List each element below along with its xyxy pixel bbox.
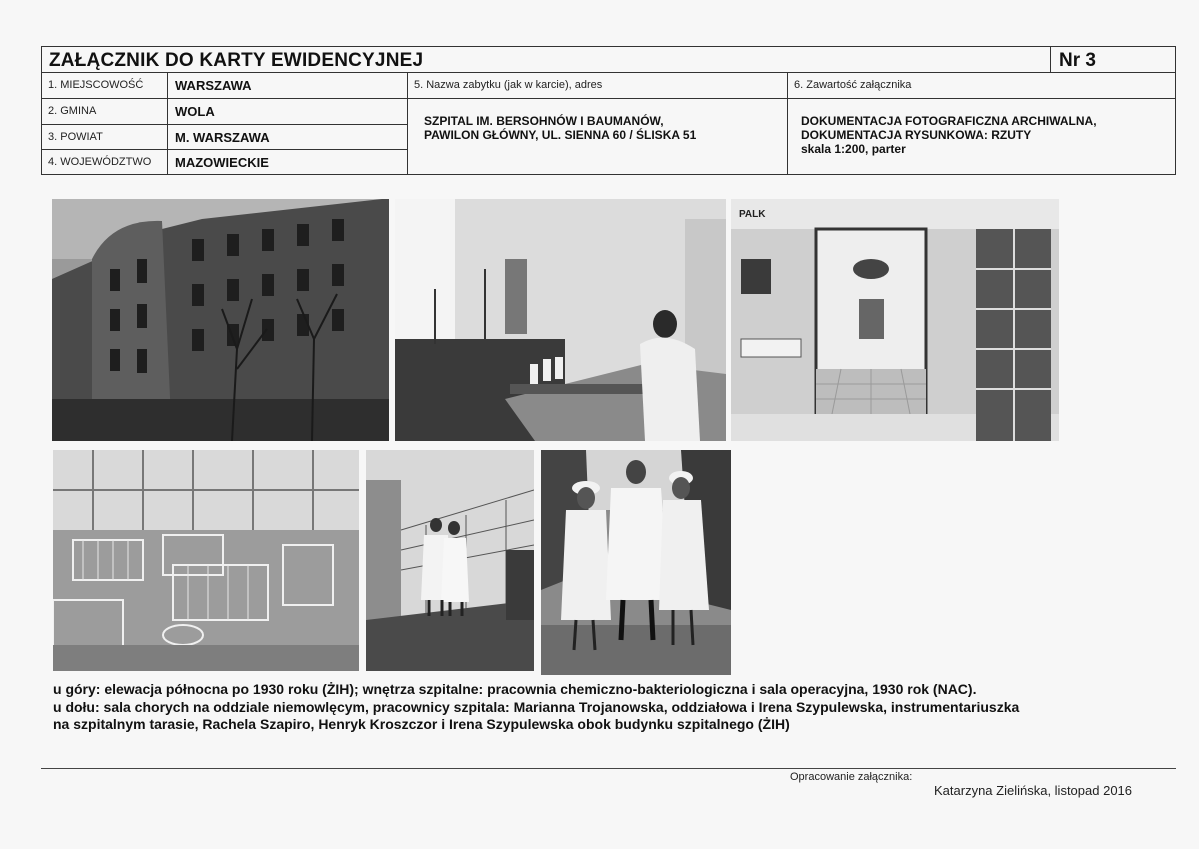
gmina-label: 2. GMINA bbox=[42, 99, 168, 125]
header-table bbox=[41, 46, 1176, 175]
wojewodztwo-value: MAZOWIECKIE bbox=[168, 150, 408, 174]
photo-laboratory bbox=[395, 199, 726, 441]
photo-north-facade bbox=[52, 199, 389, 441]
photo-terrace-nurses bbox=[366, 450, 534, 671]
photo-staff-group bbox=[541, 450, 731, 675]
caption-line-3: na szpitalnym tarasie, Rachela Szapiro, Henryk Kroszczor i Irena Szypulewska obok budynku szpitalnego (ŻIH) bbox=[53, 716, 790, 732]
photo-operating-room bbox=[731, 199, 1059, 441]
gmina-value: WOLA bbox=[168, 99, 408, 125]
photo-caption bbox=[53, 681, 1113, 734]
zawartosc-value-line3: skala 1:200, parter bbox=[801, 142, 906, 156]
attachment-number: Nr 3 bbox=[1051, 47, 1175, 73]
miejscowosc-label: 1. MIEJSCOWOŚĆ bbox=[42, 73, 168, 99]
zawartosc-value-line1: DOKUMENTACJA FOTOGRAFICZNA ARCHIWALNA, bbox=[801, 114, 1097, 128]
operating-room-sign: PALK bbox=[739, 209, 766, 220]
zawartosc-value bbox=[788, 99, 1175, 174]
prepared-by-author: Katarzyna Zielińska, listopad 2016 bbox=[934, 783, 1133, 798]
footer-divider bbox=[41, 768, 1176, 769]
photo-infant-ward bbox=[53, 450, 359, 671]
nazwa-value-line2: PAWILON GŁÓWNY, UL. SIENNA 60 / ŚLISKA 51 bbox=[424, 128, 697, 142]
miejscowosc-value: WARSZAWA bbox=[168, 73, 408, 99]
wojewodztwo-label: 4. WOJEWÓDZTWO bbox=[42, 150, 168, 174]
document-title: ZAŁĄCZNIK DO KARTY EWIDENCYJNEJ bbox=[42, 47, 1051, 73]
prepared-by-label: Opracowanie załącznika: bbox=[790, 771, 913, 783]
caption-line-2: u dołu: sala chorych na oddziale niemowlęcym, pracownicy szpitala: Marianna Trojanowska, oddziałowa i Irena Szypulewska, instrumentariuszka bbox=[53, 698, 1020, 715]
powiat-label: 3. POWIAT bbox=[42, 125, 168, 150]
nazwa-label: 5. Nazwa zabytku (jak w karcie), adres bbox=[408, 73, 788, 99]
powiat-value: M. WARSZAWA bbox=[168, 125, 408, 150]
nazwa-value bbox=[408, 99, 788, 174]
zawartosc-value-line2: DOKUMENTACJA RYSUNKOWA: RZUTY bbox=[801, 128, 1032, 142]
nazwa-value-line1: SZPITAL IM. BERSOHNÓW I BAUMANÓW, bbox=[424, 114, 664, 128]
zawartosc-label: 6. Zawartość załącznika bbox=[788, 73, 1175, 99]
caption-line-1: u góry: elewacja północna po 1930 roku (ŻIH); wnętrza szpitalne: pracownia chemiczno-bakteriologiczna i sala operacyjna, 1930 rok (NAC). bbox=[53, 681, 977, 697]
